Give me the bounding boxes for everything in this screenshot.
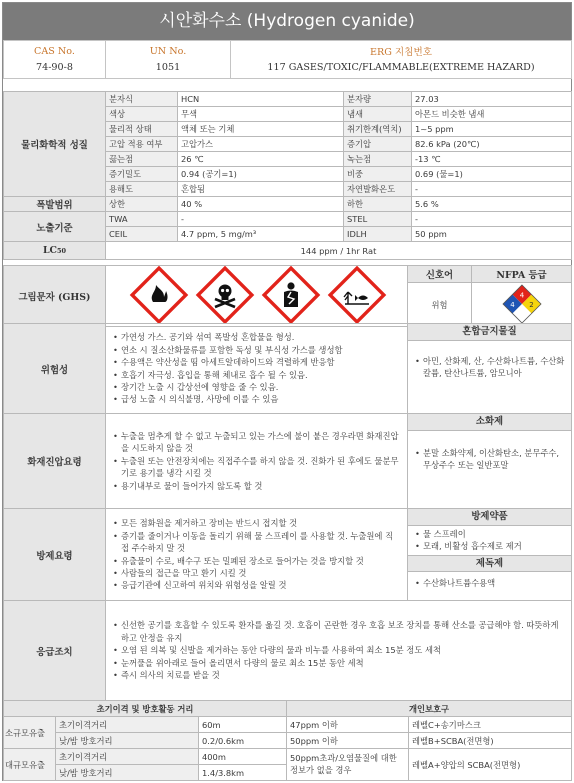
firstaid-list bbox=[112, 619, 565, 681]
idlh-value: 50 ppm bbox=[412, 227, 572, 242]
extinguisher-item: • 분말 소화약제, 이산화탄소, 분무주수, 무상주수 또는 일반포말 bbox=[414, 447, 565, 472]
ppe-large-gear: 레벨A+양압의 SCBA(전면형) bbox=[409, 749, 572, 781]
twa-label: TWA bbox=[106, 212, 178, 227]
fire-list bbox=[112, 430, 401, 492]
control-agent-list bbox=[408, 526, 571, 555]
page-title: 시안화수소 (Hydrogen cyanide) bbox=[3, 3, 571, 40]
property-name: 증기밀도 bbox=[106, 167, 178, 182]
ppe-small-cond-2: 50ppm 이하 bbox=[287, 733, 409, 749]
lc50-value: 144 ppm / 1hr Rat bbox=[106, 242, 572, 260]
lc50-label: LC50 bbox=[4, 242, 106, 260]
hazard-item: • 수용액은 약산성을 띰 아세트알데하이드와 격렬하게 반응함 bbox=[112, 356, 401, 368]
prevention-list bbox=[112, 517, 401, 592]
twa-value: - bbox=[178, 212, 344, 227]
ppe-small-gear-1: 레벨C+송기마스크 bbox=[409, 717, 572, 733]
property-name: 물리적 상태 bbox=[106, 122, 178, 137]
firstaid-item: • 오염 된 의복 및 신발을 제거하는 동안 다량의 물과 비누를 사용하여 최소 15분 정도 세척 bbox=[112, 644, 565, 656]
physchem-row bbox=[4, 92, 572, 107]
environment-icon bbox=[330, 268, 384, 322]
flame-icon bbox=[132, 268, 186, 322]
properties-table bbox=[3, 91, 572, 260]
ppe-small-cond-1: 47ppm 이하 bbox=[287, 717, 409, 733]
cas-label: CAS No. bbox=[4, 41, 106, 60]
ghs-pictograms bbox=[106, 266, 408, 327]
firstaid-table bbox=[3, 600, 572, 701]
property-value: HCN bbox=[178, 92, 344, 107]
small-spill-label: 소규모유출 bbox=[4, 717, 56, 749]
property-name: 비중 bbox=[344, 167, 412, 182]
property-name: 분자량 bbox=[344, 92, 412, 107]
ghs-table bbox=[3, 265, 572, 327]
nfpa-diamond-icon bbox=[502, 284, 542, 324]
large-initial-label: 초기이격거리 bbox=[56, 749, 199, 765]
fire-item: • 누출을 멈추게 할 수 없고 누출되고 있는 가스에 불이 붙은 경우라면 화재진압을 시도하지 않을 것 bbox=[112, 430, 401, 455]
firstaid-item: • 신선한 공기를 호흡할 수 있도록 환자를 옮길 것. 호흡이 곤란한 경우 호흡 보조 장치를 통해 산소를 공급해야 함. 따뜻하게 하고 안정을 유지 bbox=[112, 619, 565, 644]
ghs-pictogram-strip bbox=[117, 266, 397, 324]
property-name: 자연발화온도 bbox=[344, 182, 412, 197]
ceil-label: CEIL bbox=[106, 227, 178, 242]
control-agent-item: • 모래, 비활성 흡수제로 제거 bbox=[414, 540, 565, 552]
exposure-label: 노출기준 bbox=[4, 212, 106, 242]
msds-sheet bbox=[2, 2, 572, 781]
property-name: 취기한계(역치) bbox=[344, 122, 412, 137]
incompat-list bbox=[408, 341, 571, 380]
property-name: 증기압 bbox=[344, 137, 412, 152]
hazard-table bbox=[3, 323, 572, 414]
firstaid-item: • 즉시 의사의 치료를 받을 것 bbox=[112, 669, 565, 681]
erg-label: ERG 지침번호 bbox=[231, 41, 572, 60]
property-value: -13 ℃ bbox=[412, 152, 572, 167]
idlh-label: IDLH bbox=[344, 227, 412, 242]
prevention-item: • 증기를 줄이거나 이동을 돌리기 위해 물 스프레이 를 사용할 것. 누출원에 직접 주수하지 말 것 bbox=[112, 530, 401, 555]
fire-item: • 누출원 또는 안전장치에는 직접주수를 하지 않을 것. 진화가 된 후에도 물분무기로 용기를 냉각 시킬 것 bbox=[112, 455, 401, 480]
property-value: 26 ℃ bbox=[178, 152, 344, 167]
large-spill-label: 대규모유출 bbox=[4, 749, 56, 781]
nfpa-diamond bbox=[472, 283, 572, 327]
hazard-item: • 급성 노출 시 의식불명, 사망에 이를 수 있음 bbox=[112, 393, 401, 405]
prevention-item: • 응급기관에 신고하여 위치와 위험성을 알릴 것 bbox=[112, 579, 401, 591]
skull-crossbones-icon bbox=[198, 268, 252, 322]
property-name: 색상 bbox=[106, 107, 178, 122]
hazard-label: 위험성 bbox=[4, 324, 106, 414]
small-protect-value: 0.2/0.6km bbox=[199, 733, 287, 749]
explosion-upper-label: 상한 bbox=[106, 197, 178, 212]
prevention-item: • 유출물이 수로, 배수구 또는 밀폐된 장소로 들어가는 것을 방지할 것 bbox=[112, 555, 401, 567]
prevention-item: • 사람들의 접근을 막고 환기 시킬 것 bbox=[112, 567, 401, 579]
extinguisher-list bbox=[408, 431, 571, 472]
explosion-lower-label: 하한 bbox=[344, 197, 412, 212]
cas-value: 74-90-8 bbox=[4, 60, 106, 79]
stel-value: - bbox=[412, 212, 572, 227]
stel-label: STEL bbox=[344, 212, 412, 227]
small-initial-value: 60m bbox=[199, 717, 287, 733]
physchem-label: 물리화학적 성질 bbox=[4, 92, 106, 197]
property-value: 27.03 bbox=[412, 92, 572, 107]
small-initial-label: 초기이격거리 bbox=[56, 717, 199, 733]
hazard-item: • 장기간 노출 시 갑상선에 영향을 줄 수 있음. bbox=[112, 381, 401, 393]
un-value: 1051 bbox=[106, 60, 231, 79]
ghs-label: 그림문자 (GHS) bbox=[4, 266, 106, 327]
small-protect-label: 낮/밤 방호거리 bbox=[56, 733, 199, 749]
property-value: 1~5 ppm bbox=[412, 122, 572, 137]
property-name: 고압 적용 여부 bbox=[106, 137, 178, 152]
signal-word-label: 신호어 bbox=[408, 266, 472, 283]
ceil-value: 4.7 ppm, 5 mg/m³ bbox=[178, 227, 344, 242]
extinguisher-label: 소화제 bbox=[408, 414, 571, 431]
un-label: UN No. bbox=[106, 41, 231, 60]
nfpa-fire: 4 bbox=[519, 291, 524, 300]
nfpa-label: NFPA 등급 bbox=[472, 266, 572, 283]
property-name: 용해도 bbox=[106, 182, 178, 197]
hazard-item: • 가연성 가스. 공기와 섞여 폭발성 혼합물을 형성. bbox=[112, 331, 401, 343]
firstaid-label: 응급조치 bbox=[4, 601, 106, 701]
explosion-upper: 40 % bbox=[178, 197, 344, 212]
ppe-label: 개인보호구 bbox=[287, 701, 572, 717]
hazard-item: • 호흡기 자극성. 흡입을 통해 체내로 흡수 될 수 있음. bbox=[112, 369, 401, 381]
fire-item: • 용기내부로 물이 들어가지 않도록 할 것 bbox=[112, 480, 401, 492]
isolation-table bbox=[3, 700, 572, 781]
isolation-label: 초기이격 및 방호활동 거리 bbox=[4, 701, 287, 717]
property-value: 혼합됨 bbox=[178, 182, 344, 197]
firstaid-item: • 눈꺼풀을 위아래로 들어 올리면서 다량의 물로 최소 15분 동안 세척 bbox=[112, 657, 565, 669]
property-name: 끓는점 bbox=[106, 152, 178, 167]
property-value: 액체 또는 기체 bbox=[178, 122, 344, 137]
prevention-label: 방제요령 bbox=[4, 509, 106, 601]
decon-label: 제독제 bbox=[408, 555, 571, 572]
property-value: 아몬드 비슷한 냄새 bbox=[412, 107, 572, 122]
property-value: 82.6 kPa (20℃) bbox=[412, 137, 572, 152]
property-name: 녹는점 bbox=[344, 152, 412, 167]
prevention-item: • 모든 점화원을 제거하고 장비는 반드시 접지할 것 bbox=[112, 517, 401, 529]
identifier-table bbox=[3, 40, 572, 79]
fire-table bbox=[3, 413, 572, 509]
erg-value: 117 GASES/TOXIC/FLAMMABLE(EXTREME HAZARD) bbox=[231, 60, 572, 79]
large-protect-value: 1.4/3.8km bbox=[199, 765, 287, 781]
property-name: 분자식 bbox=[106, 92, 178, 107]
fire-label: 화재진압요령 bbox=[4, 414, 106, 509]
large-protect-label: 낮/밤 방호거리 bbox=[56, 765, 199, 781]
property-value: 0.69 (물=1) bbox=[412, 167, 572, 182]
ppe-large-cond: 50ppm초과/오염물질에 대한 정보가 없을 경우 bbox=[287, 749, 409, 781]
incompat-label: 혼합금지물질 bbox=[408, 324, 571, 341]
decon-list bbox=[408, 572, 571, 589]
health-hazard-icon bbox=[264, 268, 318, 322]
decon-item: • 수산화나트륨수용액 bbox=[414, 577, 565, 589]
hazard-list bbox=[112, 331, 401, 406]
control-agent-item: • 물 스프레이 bbox=[414, 528, 565, 540]
prevention-table bbox=[3, 508, 572, 601]
large-initial-value: 400m bbox=[199, 749, 287, 765]
property-value: 0.94 (공기=1) bbox=[178, 167, 344, 182]
nfpa-reactivity: 2 bbox=[528, 300, 534, 309]
property-value: - bbox=[412, 182, 572, 197]
hazard-item: • 연소 시 질소산화물류를 포함한 독성 및 부식성 가스를 생성함 bbox=[112, 344, 401, 356]
ppe-small-gear-2: 레벨B+SCBA(전면형) bbox=[409, 733, 572, 749]
property-value: 무색 bbox=[178, 107, 344, 122]
signal-word: 위험 bbox=[408, 283, 472, 327]
explosion-lower: 5.6 % bbox=[412, 197, 572, 212]
control-agent-label: 방제약품 bbox=[408, 509, 571, 526]
property-value: 고압가스 bbox=[178, 137, 344, 152]
nfpa-health: 4 bbox=[509, 300, 515, 309]
explosion-label: 폭발범위 bbox=[4, 197, 106, 212]
property-name: 냄새 bbox=[344, 107, 412, 122]
incompat-item: • 아민, 산화제, 산, 수산화나트륨, 수산화칼륨, 탄산나트륨, 암모니아 bbox=[414, 355, 565, 380]
